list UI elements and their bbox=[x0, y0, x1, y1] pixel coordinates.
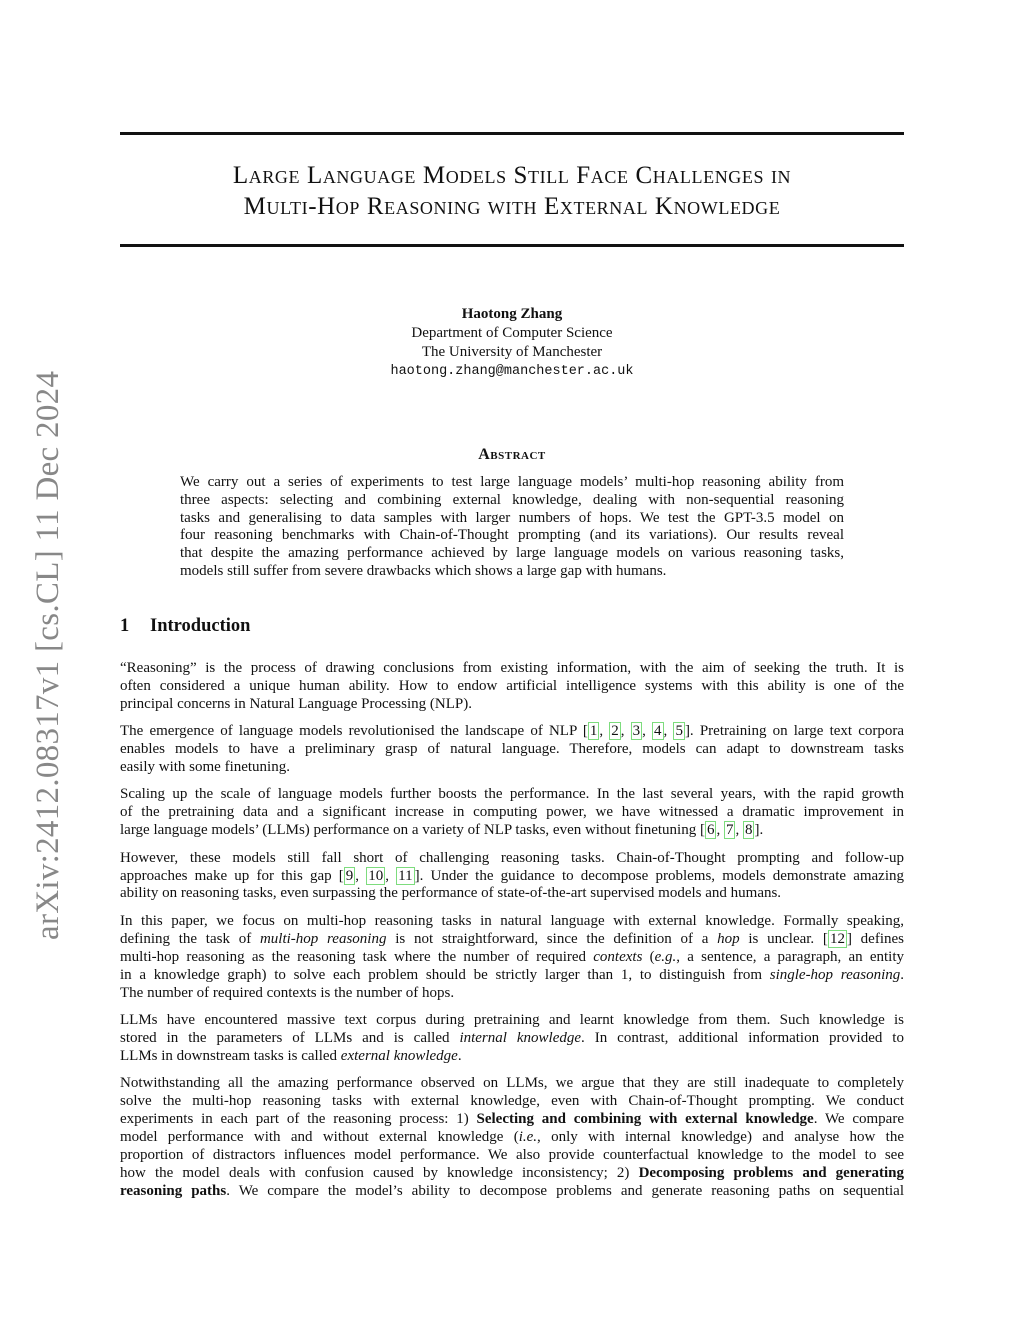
paragraph-line: However, these models still fall short of challenging reasoning tasks. Chain-of-Thought prompting and follow-up bbox=[120, 849, 904, 866]
citation-link[interactable]: 4 bbox=[654, 723, 662, 740]
abstract-line: four reasoning benchmarks with Chain-of-Thought prompting (and its variations). Our results reveal bbox=[180, 527, 844, 544]
paragraph-line: model performance with and without external knowledge (i.e., only with internal knowledge) and analyse how the bbox=[120, 1128, 904, 1145]
abstract-line: tasks and generalising to data samples with larger numbers of hops. We test the GPT-3.5 model on bbox=[180, 509, 844, 526]
paragraph-line: In this paper, we focus on multi-hop reasoning tasks in natural language with external knowledge. Formally speaking, bbox=[120, 912, 904, 929]
citation-link[interactable]: 6 bbox=[706, 822, 715, 839]
citation-link[interactable]: 7 bbox=[725, 822, 734, 839]
citation-link[interactable]: 9 bbox=[345, 867, 354, 884]
paragraph-6 bbox=[120, 1012, 904, 1066]
section-number: 1 bbox=[120, 616, 130, 636]
citation-link[interactable]: 11 bbox=[398, 867, 413, 884]
arxiv-identifier: arXiv:2412.08317v1 [cs.CL] 11 Dec 2024 bbox=[30, 370, 66, 940]
paragraph-line: solve the multi-hop reasoning tasks with external knowledge, even with Chain-of-Thought prompting. We conduct bbox=[120, 1093, 904, 1110]
abstract-body bbox=[180, 474, 844, 581]
paragraph-line: in a knowledge graph) to solve each problem should be strictly larger than 1, to distinguish from single-hop reasoning. bbox=[120, 966, 904, 983]
paper-title bbox=[120, 160, 904, 222]
title-bottom-rule bbox=[120, 244, 904, 247]
paragraph-line: of the pretraining data and a significant increase in computing power, we have witnessed a dramatic improvement in bbox=[120, 804, 904, 821]
author-department: Department of Computer Science bbox=[411, 325, 613, 341]
paragraph-3 bbox=[120, 786, 904, 840]
citation-link[interactable]: 5 bbox=[675, 723, 683, 740]
section-heading-introduction bbox=[120, 616, 250, 637]
author-block bbox=[120, 305, 904, 381]
paragraph-5 bbox=[120, 913, 904, 1003]
paragraph-line: easily with some finetuning. bbox=[120, 759, 290, 776]
paragraph-2 bbox=[120, 723, 904, 777]
paragraph-line: approaches make up for this gap [ 9 , 10 , 11 ]. Under the guidance to decompose problems, models demonstrate amazing bbox=[120, 867, 904, 884]
section-title: Introduction bbox=[150, 616, 251, 636]
title-line-2: Multi-Hop Reasoning with External Knowledge bbox=[243, 193, 781, 220]
paragraph-7 bbox=[120, 1075, 904, 1200]
paragraph-line: The emergence of language models revolutionised the landscape of NLP [ 1 , 2 , 3 , 4 , 5 ]. Pretraining on large text corpora bbox=[120, 723, 905, 740]
paragraph-line: experiments in each part of the reasoning process: 1) Selecting and combining with external knowledge. We compare bbox=[120, 1110, 904, 1127]
paragraph-line: Notwithstanding all the amazing performance observed on LLMs, we argue that they are still inadequate to completely bbox=[120, 1075, 904, 1092]
paragraph-line: LLMs have encountered massive text corpus during pretraining and learnt knowledge from them. Such knowledge is bbox=[120, 1011, 904, 1028]
paragraph-line: The number of required contexts is the number of hops. bbox=[120, 984, 455, 1001]
author-name: Haotong Zhang bbox=[461, 306, 563, 322]
abstract-line: models still suffer from severe drawbacks which shows a large gap with humans. bbox=[180, 562, 667, 579]
paragraph-line: “Reasoning” is the process of drawing conclusions from existing information, with the aim of seeking the truth. It is bbox=[120, 660, 904, 676]
paragraph-line: ability on reasoning tasks, even surpassing the performance of state-of-the-art supervised models and humans. bbox=[120, 885, 782, 902]
paragraph-line: proportion of distractors influences model performance. We also provide counterfactual knowledge to the model to see bbox=[120, 1146, 904, 1163]
paragraph-line: Scaling up the scale of language models further boosts the performance. In the last several years, with the rapid growth bbox=[120, 786, 904, 803]
abstract-heading: Abstract bbox=[478, 446, 546, 463]
citation-link[interactable]: 10 bbox=[368, 867, 384, 884]
abstract-line: three aspects: selecting and combining external knowledge, dealing with non-sequential reasoning bbox=[180, 491, 844, 508]
paragraph-line: defining the task of multi-hop reasoning is not straightforward, since the definition of a hop is unclear. [ 12 ] defines bbox=[120, 930, 904, 947]
title-line-1: Large Language Models Still Face Challenges in bbox=[232, 162, 792, 189]
author-email[interactable]: haotong.zhang@manchester.ac.uk bbox=[390, 364, 634, 379]
paragraph-line: multi-hop reasoning as the reasoning task where the number of required contexts (e.g., a sentence, a paragraph, an entity bbox=[120, 948, 904, 965]
citation-link[interactable]: 12 bbox=[829, 930, 845, 947]
citation-link[interactable]: 2 bbox=[611, 723, 619, 740]
paragraph-line: large language models’ (LLMs) performance on a variety of NLP tasks, even without finetuning [ 6 , 7 , 8 ]. bbox=[120, 822, 764, 839]
paragraph-line: how the model deals with confusion caused by knowledge inconsistency; 2) Decomposing problems and generating bbox=[120, 1164, 904, 1181]
abstract-line: We carry out a series of experiments to test large language models’ multi-hop reasoning ability from bbox=[180, 474, 844, 490]
paragraph-line: stored in the parameters of LLMs and is called internal knowledge. In contrast, additional information provided to bbox=[120, 1029, 904, 1046]
citation-link[interactable]: 8 bbox=[744, 822, 753, 839]
paragraph-line: enables models to have a preliminary grasp of natural language. Therefore, models can adapt to downstream tasks bbox=[120, 741, 904, 758]
paragraph-line: principal concerns in Natural Language Processing (NLP). bbox=[120, 695, 472, 712]
paragraph-line: reasoning paths. We compare the model’s ability to decompose problems and generate reasoning paths on sequential bbox=[120, 1182, 904, 1199]
abstract-line: that despite the amazing performance achieved by large language models on various reasoning tasks, bbox=[180, 545, 844, 562]
author-university: The University of Manchester bbox=[421, 344, 603, 360]
paragraph-4 bbox=[120, 850, 904, 904]
introduction-body bbox=[120, 660, 904, 1210]
paragraph-line: often considered a unique human ability. How to endow artificial intelligence systems with this ability is one of the bbox=[120, 677, 904, 694]
citation-link[interactable]: 1 bbox=[589, 723, 598, 740]
title-top-rule bbox=[120, 132, 904, 135]
paragraph-1 bbox=[120, 660, 904, 714]
citation-link[interactable]: 3 bbox=[632, 723, 641, 740]
paragraph-line: LLMs in downstream tasks is called external knowledge. bbox=[120, 1047, 462, 1064]
